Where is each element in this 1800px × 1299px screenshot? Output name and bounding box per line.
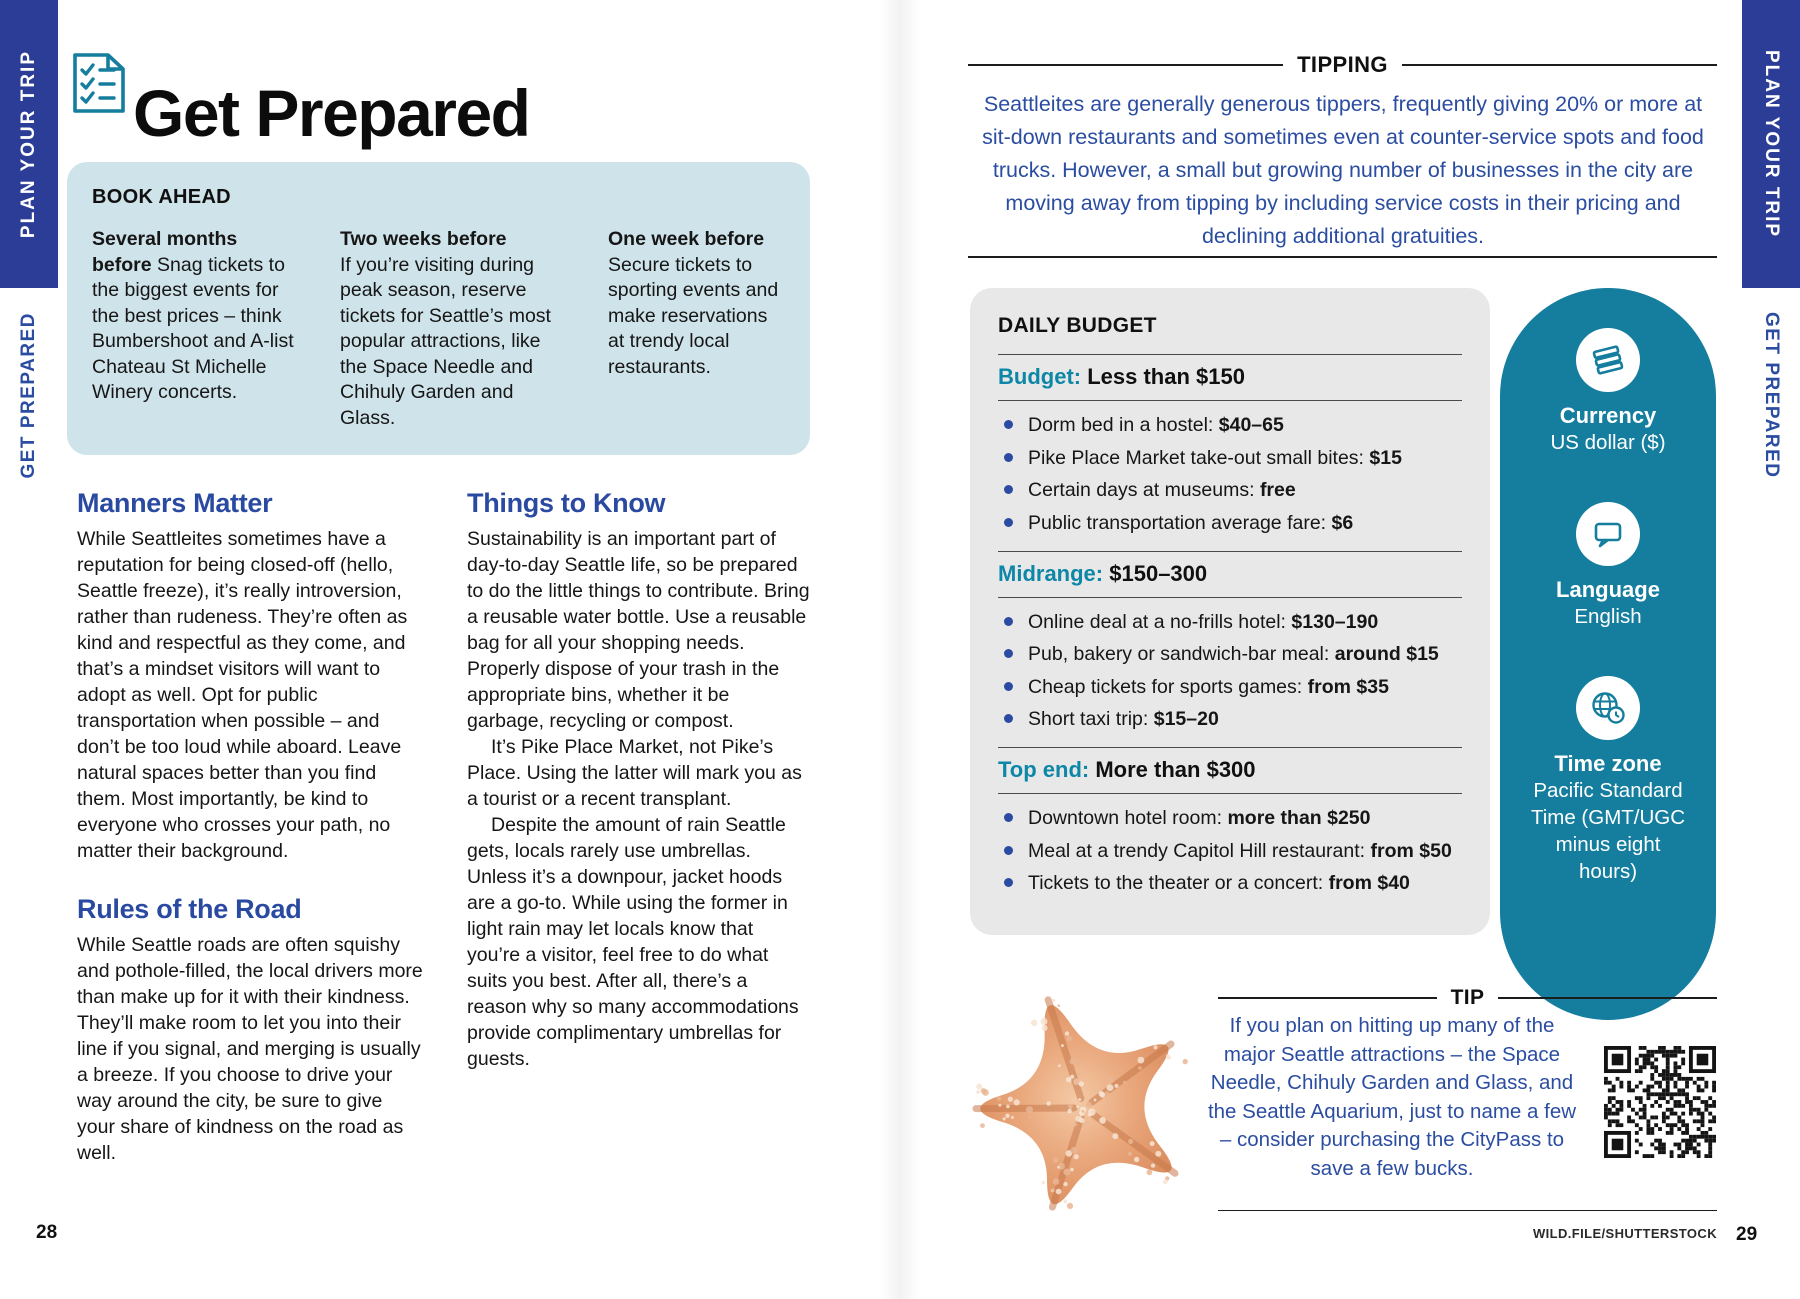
- divider-under-tipping: [968, 256, 1717, 258]
- plan-your-trip-label: PLAN YOUR TRIP: [1761, 49, 1782, 239]
- currency-icon: [1576, 328, 1640, 392]
- quick-facts-pill: [1500, 288, 1716, 1020]
- tipping-body: Seattleites are generally generous tippers, frequently giving 20% or more at sit-down restaurants and sometimes even at counter-service spots and food trucks. However, a small but growing number of businesses in the city are moving away from tipping by including service costs in their pricing and declining additional gratuities.: [982, 92, 1704, 248]
- get-prepared-side-label-left: GET PREPARED: [18, 311, 39, 479]
- get-prepared-side-label-right: GET PREPARED: [1761, 311, 1782, 479]
- fact-language: Language English: [1525, 502, 1691, 630]
- checklist-icon: [70, 50, 128, 116]
- fact-currency: Currency US dollar ($): [1525, 328, 1691, 456]
- tip-body: If you plan on hitting up many of the major Seattle attractions – the Space Needle, Chihuly Garden and Glass, and the Seattle Aquarium, just to name a few – consider purchasing the CityPass to save a few bucks.: [1207, 1014, 1577, 1180]
- tip-heading: TIP: [1450, 986, 1485, 1009]
- budget-item: Pub, bakery or sandwich-bar meal: around $15: [998, 643, 1468, 666]
- language-icon: [1576, 502, 1640, 566]
- qr-code: [1604, 1046, 1716, 1158]
- page-title: Get Prepared: [133, 76, 530, 151]
- daily-budget-box: [970, 288, 1490, 935]
- book-ahead-box: [67, 162, 810, 455]
- budget-tier-items: [998, 414, 1468, 535]
- things-to-know-para-2: It’s Pike Place Market, not Pike’s Place. Using the latter will mark you as a tourist or a recent transplant.: [467, 736, 802, 810]
- photo-credit: WILD.FILE/SHUTTERSTOCK: [1532, 1226, 1717, 1241]
- things-to-know-para-1: Sustainability is an important part of day-to-day Seattle life, so be prepared to do the little things to contribute. Bring a reusable water bottle. Use a reusable bag for all your shopping needs. Properly dispose of your trash in the appropriate bins, whether it be garbage, recycling or compost.: [467, 528, 810, 732]
- daily-budget-heading: DAILY BUDGET: [998, 314, 1157, 337]
- plan-your-trip-tab-left: [0, 0, 58, 288]
- page-number-left: 28: [36, 1222, 58, 1243]
- timezone-icon: [1576, 676, 1640, 740]
- budget-item: Pike Place Market take-out small bites: $15: [998, 447, 1468, 470]
- book-ahead-col-one-week: One week before Secure tickets to sporting events and make reservations at trendy local restaurants.: [608, 228, 779, 378]
- rules-of-the-road-body: While Seattle roads are often squishy and pothole-filled, the local drivers more than make up for it with their kindness. They’ll make room to let you into their line if you signal, and merging is usually a breeze. If you choose to drive your way around the city, be sure to give your share of kindness on the road as well.: [77, 934, 423, 1164]
- rules-of-the-road-heading: Rules of the Road: [77, 894, 302, 924]
- budget-item: Downtown hotel room: more than $250: [998, 807, 1468, 830]
- budget-tier-items: [998, 807, 1468, 895]
- budget-item: Certain days at museums: free: [998, 479, 1468, 502]
- budget-item: Meal at a trendy Capitol Hill restaurant: from $50: [998, 840, 1468, 863]
- top-end-tier-heading: Top end: More than $300: [998, 757, 1256, 782]
- budget-tier-items: [998, 611, 1468, 732]
- budget-item: Dorm bed in a hostel: $40–65: [998, 414, 1468, 437]
- budget-item: Tickets to the theater or a concert: from $40: [998, 872, 1468, 895]
- manners-matter-heading: Manners Matter: [77, 488, 273, 518]
- tip-heading-rule: [1218, 986, 1717, 1010]
- plan-your-trip-tab-right: [1742, 0, 1800, 288]
- midrange-tier-heading: Midrange: $150–300: [998, 560, 1208, 586]
- fact-timezone: Time zone Pacific Standard Time (GMT/UGC minus eight hours): [1525, 676, 1691, 885]
- divider-under-tip: [1218, 1210, 1717, 1211]
- manners-matter-body: While Seattleites sometimes have a reputation for being closed-off (hello, Seattle freeze), it’s really introversion, rather than rudeness. They’re often as kind and respectful as they come, and that’s a mindset visitors will want to adopt as well. Opt for public transportation when possible – and don’t be too loud while aboard. Leave natural spaces better than you find them. Most importantly, be kind to everyone who crosses your path, no matter their background.: [77, 528, 408, 862]
- left-column: [77, 488, 423, 1166]
- budget-item: Online deal at a no-frills hotel: $130–190: [998, 611, 1468, 634]
- tipping-heading: TIPPING: [1297, 52, 1388, 77]
- starfish-photo: [950, 966, 1222, 1248]
- book-ahead-columns: [92, 227, 786, 431]
- page-gutter-shadow: [880, 0, 920, 1299]
- budget-item: Public transportation average fare: $6: [998, 512, 1468, 535]
- things-to-know-para-3: Despite the amount of rain Seattle gets, locals rarely use umbrellas. Unless it’s a downpour, jacket hoods are a go-to. While using the former in light rain may let locals know that you’re a visitor, feel free to do what suits you best. After all, there’s a reason why so many accommodations provide complimentary umbrellas for guests.: [467, 814, 799, 1070]
- page-number-right: 29: [1736, 1224, 1758, 1245]
- budget-item: Short taxi trip: $15–20: [998, 708, 1468, 731]
- book-ahead-col-several-months: Several months before Snag tickets to the biggest events for the best prices – think Bumbershoot and A-list Chateau St Michelle Winery concerts.: [92, 228, 294, 403]
- budget-item: Cheap tickets for sports games: from $35: [998, 676, 1468, 699]
- plan-your-trip-label: PLAN YOUR TRIP: [18, 49, 39, 239]
- budget-tier-heading: Budget: Less than $150: [998, 364, 1245, 389]
- book-ahead-col-two-weeks: Two weeks before If you’re visiting during peak season, reserve tickets for Seattle’s most popular attractions, like the Space Needle and Chihuly Garden and Glass.: [340, 228, 551, 429]
- things-to-know-heading: Things to Know: [467, 488, 666, 518]
- tipping-heading-rule: [968, 52, 1717, 78]
- right-column: [467, 488, 811, 1072]
- book-ahead-heading: BOOK AHEAD: [92, 186, 231, 208]
